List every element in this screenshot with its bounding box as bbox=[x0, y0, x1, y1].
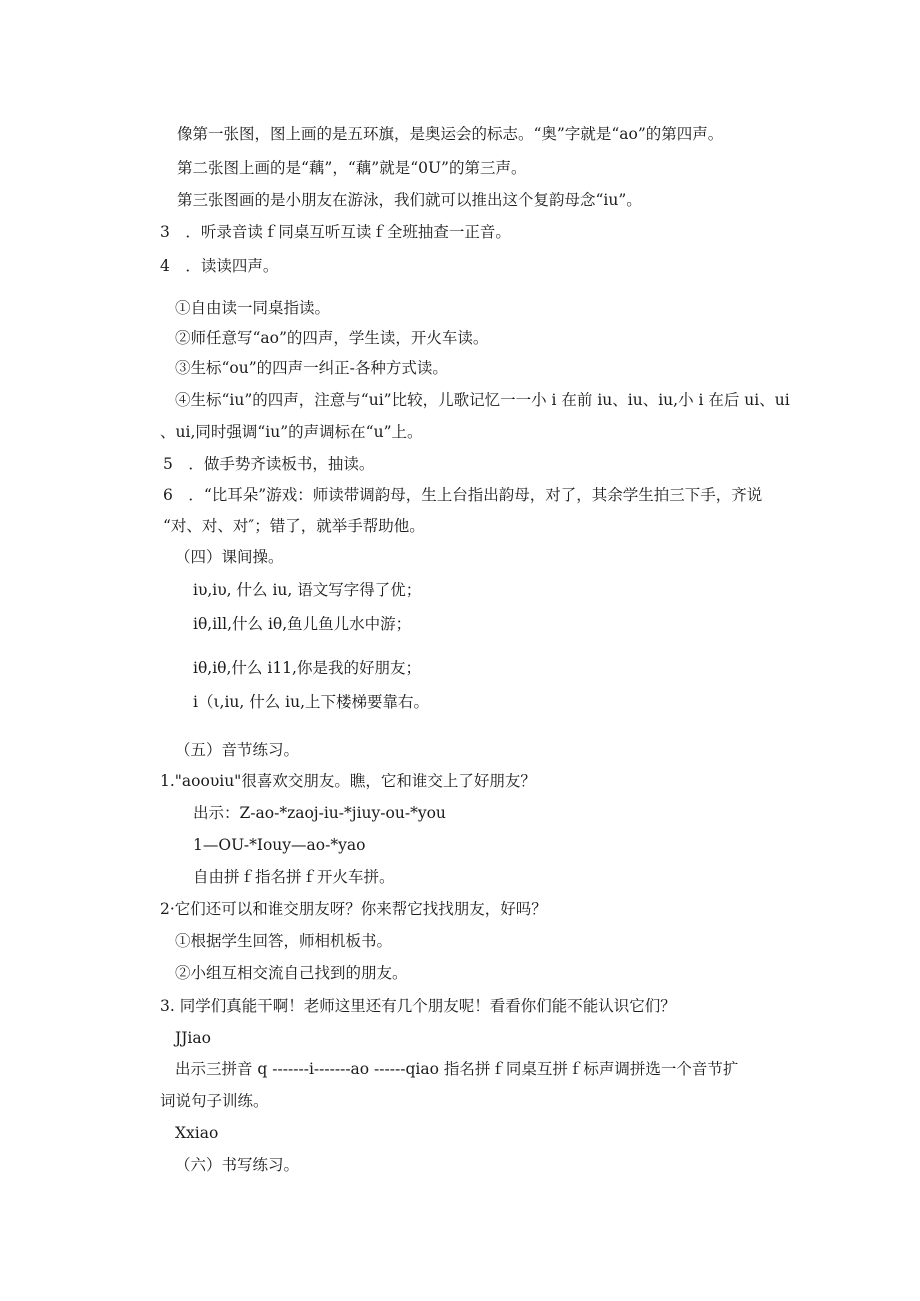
list-item: ④生标“iu”的四声，注意与“ui”比较，儿歌记忆一一小 i 在前 iu、iu、iu,小 i 在后 ui、ui bbox=[175, 391, 790, 409]
numbered-item: 3 ．听录音读ｆ同桌互听互读ｆ全班抽查一正音。 bbox=[160, 223, 511, 241]
paragraph-line: 第二张图上画的是“藕”，“藕”就是“0U”的第三声。 bbox=[177, 159, 527, 177]
numbered-item: 1."aoουiu"很喜欢交朋友。瞧，它和谁交上了好朋友？ bbox=[160, 772, 536, 790]
section-heading: （六）书写练习。 bbox=[175, 1156, 300, 1174]
example-line-continuation: 词说句子训练。 bbox=[160, 1092, 269, 1110]
list-item: ③生标“ou”的四声一纠正-各种方式读。 bbox=[175, 359, 448, 377]
numbered-item: 3. 同学们真能干啊！老师这里还有几个朋友呢！看看你们能不能认识它们？ bbox=[160, 997, 676, 1015]
numbered-item-continuation: “对、对、对″；错了，就举手帮助他。 bbox=[163, 517, 425, 535]
list-item: ②小组互相交流自己找到的朋友。 bbox=[175, 964, 408, 982]
list-item: ②师任意写“ao”的四声，学生读，开火车读。 bbox=[175, 329, 489, 347]
paragraph-line: 像第一张图，图上画的是五环旗，是奥运会的标志。“奥”字就是“ao”的第四声。 bbox=[177, 125, 724, 143]
example-line: Xxiao bbox=[175, 1124, 219, 1142]
rhyme-line: iυ,iυ, 什么 iu, 语文写字得了优； bbox=[193, 581, 422, 599]
example-line: 1—OU-*Iouy—ao-*yao bbox=[193, 836, 366, 854]
rhyme-line: i（ι,iu, 什么 iu,上下楼梯要靠右。 bbox=[193, 693, 430, 711]
example-line: 出示三拼音 q -------i-------ao ------qiao 指名拼ｆ同桌互拼ｆ标声调拼选一个音节扩 bbox=[175, 1060, 739, 1078]
example-line: 出示：Z-ao-*zaoj-iu-*jiuy-ou-*you bbox=[193, 804, 446, 822]
rhyme-line: iθ,iθ,什么 i11,你是我的好朋友； bbox=[193, 659, 421, 677]
numbered-item: 5 ．做手势齐读板书，抽读。 bbox=[163, 455, 375, 473]
list-item: ①自由读一同桌指读。 bbox=[175, 299, 331, 317]
section-heading: （四）课间操。 bbox=[175, 548, 284, 566]
numbered-item: 6 ．“比耳朵”游戏：师读带调韵母，生上台指出韵母，对了，其余学生拍三下手，齐说 bbox=[163, 486, 763, 504]
example-line: JJiao bbox=[175, 1029, 211, 1047]
paragraph-line: 第三张图画的是小朋友在游泳，我们就可以推出这个复韵母念“iu”。 bbox=[177, 191, 642, 209]
numbered-item: 4 ．读读四声。 bbox=[160, 257, 279, 275]
list-item: ①根据学生回答，师相机板书。 bbox=[175, 932, 393, 950]
section-heading: （五）音节练习。 bbox=[175, 741, 300, 759]
list-item-continuation: 、ui,同时强调“iu”的声调标在“u”上。 bbox=[160, 423, 423, 441]
example-line: 自由拼ｆ指名拼ｆ开火车拼。 bbox=[193, 868, 395, 886]
numbered-item: 2·它们还可以和谁交朋友呀？你来帮它找找朋友，好吗？ bbox=[160, 900, 547, 918]
rhyme-line: iθ,ill,什么 iθ,鱼儿鱼儿水中游； bbox=[193, 615, 412, 633]
